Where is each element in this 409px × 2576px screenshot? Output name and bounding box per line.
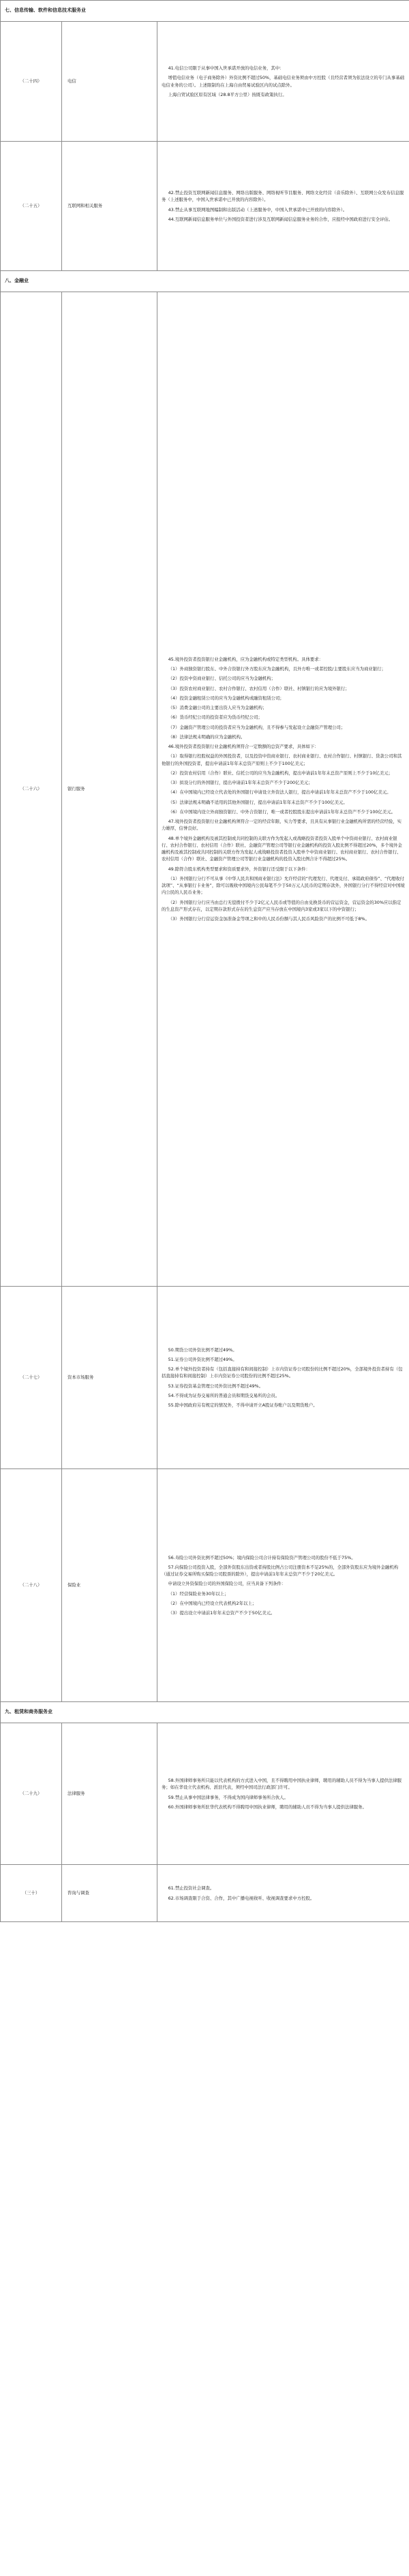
industry-name: 保险业 [62,1469,157,1702]
measure-paragraph: （6）在中国境内设立外商独资银行、中外合资银行，唯一或者控股股东提出申请前1年年末总资产不少于100亿美元。 [168,808,396,815]
measure-paragraph: （4）在中国境内已经设立代表处的外国银行申请设立外资法人银行，提出申请前1年年末总资产不少于100亿美元。 [168,789,391,796]
industry-name: 电信 [62,22,157,142]
measure-paragraph: 增值电信业务（电子商务除外）外资比例不超过50%，基础电信业务须由中方控股（且经营者须为依法设立的专门从事基础电信业务的公司）。上述限制均在上海自由贸易试验区内的试点除外。 [162,75,405,88]
table-row [1,22,409,142]
measure-paragraph: （2）在中国境内已经设立代表机构2年以上； [168,1600,257,1606]
measures-cell [157,22,409,142]
item-number: （二十八） [1,1469,62,1702]
measure-paragraph: （3）拟设分行的外国银行，提出申请前1年年末总资产不少于200亿美元； [168,780,313,785]
measures-cell [157,1865,409,1922]
industry-name: 咨询与调查 [62,1865,157,1922]
item-number: （二十五） [1,142,62,271]
table-row [1,1723,409,1865]
measure-paragraph: 47.境外投资者投资银行业金融机构须符合一定的经营年限、实力等要求，且具有从事银行业金融机构所需的经营经验，实力雄厚，信誉良好。 [162,819,402,832]
measures-cell [157,1287,409,1469]
measure-paragraph: （8）法律法规未明确的应为金融机构。 [168,734,245,740]
measures-cell [157,1723,409,1865]
measure-paragraph: 41.电信公司限于从事中国入世承诺开放的电信业务，其中： [168,65,284,71]
measure-paragraph: 45.境外投资者投资银行业金融机构，应为金融机构或特定类型机构。具体要求： [168,656,324,662]
item-number: （二十四） [1,22,62,142]
industry-name: 互联网和相关服务 [62,142,157,271]
measure-paragraph: 43.禁止从事互联网地图编制和出版活动（上述服务中，中国入世承诺中已开放的内容除外）。 [168,206,348,213]
measure-paragraph: 46.境外投资者投资银行业金融机构须符合一定数额的总资产要求，具体如下： [168,744,319,749]
measure-paragraph: 48.单个境外金融机构及被其控制或共同控制的关联方作为发起人或战略投资者投资入股单个中资商业银行、农村商业银行、农村合作银行、农村信用（合作）联社、金融资产管理公司等银行业金融机构的投资入股比例不得超过20%，多个境外金融机构及被其控制或共同控制的关联方作为发起人或战略投资者投资入股单个中资商业银行、农村商业银行、农村合作银行、农村信用（合作）联社、金融资产管理公司等银行业金融机构的投资入股比例合计不得超过25%。 [162,835,402,862]
measure-paragraph: 61.禁止投资社会调查。 [168,1885,215,1891]
measure-paragraph: 57.向保险公司投资入股，全部外资股东出资或者持股比例占公司注册资本不足25%的，全部外资股东应为境外金融机构（通过证券交易所购买保险公司股票的除外），提出申请前1年年末总资产不少于20亿美元。 [162,1564,399,1577]
measure-paragraph: （3）外国银行分行营运资金加准备金等项之和中的人民币份额与其人民币风险资产的比例不可低于8%。 [168,916,369,922]
measure-paragraph: （2）投资中资商业银行、信托公司的应当为金融机构； [168,676,276,682]
measure-paragraph: （7）金融资产管理公司的投资者应当为金融机构，且不得参与发起设立金融资产管理公司； [168,724,346,730]
section-heading: 七、信息传输、软件和信息技术服务业 [1,1,409,22]
measure-paragraph: （5）消费金融公司的主要出资人应当为金融机构； [168,705,267,710]
section-header-row [1,1702,409,1723]
item-number: （三十） [1,1865,62,1922]
measure-paragraph: （2）投资农村信用（合作）联社、信托公司的应当为金融机构，提出申请前1年年末总资产原则上不少于10亿美元； [168,770,393,776]
industry-name: 资本市场服务 [62,1287,157,1469]
table-row [1,1469,409,1702]
measure-paragraph: （4）投资金融租赁公司的应当为金融机构或融资租赁公司； [168,695,284,701]
measure-paragraph: 42.禁止投资互联网新闻信息服务、网络出版服务、网络视听节目服务、网络文化经营（音乐除外）、互联网公众发布信息服务（上述服务中，中国入世承诺中已开放的内容除外）。 [162,190,404,203]
section-header-row [1,1,409,22]
measure-paragraph: 49.除符合股东机构类型要求和资质要求外，外资银行还受限于以下条件： [168,866,310,872]
measure-paragraph: 上海自贸试验区原有区域（28.8平方公里）按既有政策执行。 [168,91,287,97]
measure-paragraph: 申请设立外资保险公司的外国保险公司，应当具备下列条件： [168,1581,286,1587]
measures-cell [157,292,409,1287]
section-header-row [1,271,409,292]
table-body [1,1,409,1922]
item-number: （二十六） [1,292,62,1287]
measure-paragraph: 58.外国律师事务所只能以代表机构的方式进入中国，且不得聘用中国执业律师，聘用的辅助人员不得为当事人提供法律服务；如在华设立代表机构、派驻代表，须经中国司法行政部门许可。 [162,1778,402,1791]
item-number: （二十九） [1,1723,62,1865]
section-heading: 八、金融业 [1,271,409,292]
industry-name: 法律服务 [62,1723,157,1865]
measure-paragraph: 52.单个境外投资者持有（包括直接持有和间接控制）上市内资证券公司股份的比例不超过20%，全部境外投资者持有（包括直接持有和间接控制）上市内资证券公司股份的比例不超过25%。 [162,1366,403,1379]
table-row [1,1287,409,1469]
measure-paragraph: （6）货币经纪公司的投资者应为货币经纪公司； [168,714,262,721]
table-row [1,1865,409,1922]
measure-paragraph: （5）法律法规未明确不适用的其他外国银行，提出申请前1年年末总资产不少于100亿美元。 [168,799,348,805]
measure-paragraph: （1）取得银行控股权益的外国投资者，以及投资中资商业银行、农村商业银行、农村合作银行、村镇银行、贷款公司和其他银行的外国投资者，提出申请前1年年末总资产原则上不少于100亿美元； [162,753,402,766]
measure-paragraph: （3）提出设立申请前1年年末总资产不少于50亿美元。 [168,1610,275,1616]
table-row [1,292,409,1287]
item-number: （二十七） [1,1287,62,1469]
measure-paragraph: 51.证券公司外资比例不超过49%。 [168,1356,237,1362]
measure-paragraph: 54.不得成为证券交易所的普通会员和期货交易所的会员。 [168,1392,280,1398]
measures-cell [157,142,409,271]
measure-paragraph: （1）经营保险业务30年以上； [168,1590,229,1597]
measure-paragraph: 60.外国律师事务所驻华代表机构不得聘用中国执业律师，聘用的辅助人员不得为当事人提供法律服务。 [168,1804,367,1810]
measure-paragraph: 50.期货公司外资比例不超过49%。 [168,1347,237,1353]
measure-paragraph: （1）外国银行分行不可从事《中华人民共和国商业银行法》允许经营的“代理发行、代理兑付、承销政府债券”、“代理收付款项”、“从事银行卡业务”，除可以吸收中国境内公民每笔不少于50万元人民币的定期存款外，外国银行分行不得经营对中国境内公民的人民币业务； [162,875,405,896]
measure-paragraph: 55.除中国政府另有规定的情况外，不得申请开立A股证券账户以及期货账户。 [168,1402,318,1409]
section-heading: 九、租赁和商务服务业 [1,1702,409,1723]
measure-paragraph: （1）外商独资银行股东、中外合资银行外方股东应为金融机构，且外方唯一或者控股/主要股东应当为商业银行； [168,666,386,672]
measures-cell [157,1469,409,1702]
measure-paragraph: 56.寿险公司外资比例不超过50%；境内保险公司合计持有保险资产管理公司的股份不低于75%。 [168,1554,356,1560]
measure-paragraph: 62.市场调查限于合资、合作，其中广播电视收听、收视调查要求中方控股。 [168,1895,315,1901]
measure-paragraph: 59.禁止从事中国法律事务，不得成为国内律师事务所合伙人。 [168,1794,288,1800]
industry-name: 银行服务 [62,292,157,1287]
measure-paragraph: （3）投资农村商业银行、农村合作银行、农村信用（合作）联社、村镇银行的应为境外银行； [168,685,350,691]
measure-paragraph: 44.互联网新闻信息服务单位与外国投资者进行涉及互联网新闻信息服务业务的合作，应报经中国政府进行安全评估。 [168,216,393,222]
table-row [1,142,409,271]
measure-paragraph: 53.证券投资基金管理公司外资比例不超过49%。 [168,1383,263,1389]
measure-paragraph: （2）外国银行分行应当由总行无偿拨付不少于2亿元人民币或等值的自由兑换货币的营运资金，营运资金的30%应以指定的生息资产形式存在，以定期存款形式存在的生息资产应当存放在中国境内3家或3家以下的中资银行； [162,899,402,912]
